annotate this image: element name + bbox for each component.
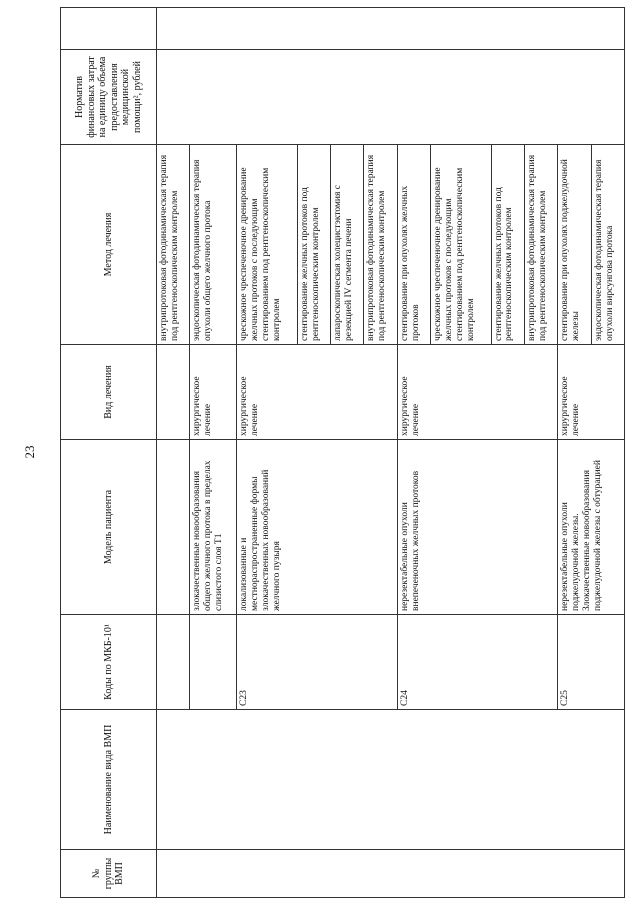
cell-code: C25 bbox=[558, 615, 625, 710]
cell-treatment: хирургическое лечение bbox=[190, 345, 237, 440]
cell-method: внутрипротоковая фотодинамическая терапия под рентгеноскопическим контролем bbox=[524, 145, 557, 345]
header-row bbox=[61, 8, 157, 898]
header-treatment: Вид лечения bbox=[61, 345, 157, 440]
cell-treatment: хирургическое лечение bbox=[558, 345, 625, 440]
cell-treatment bbox=[157, 345, 190, 440]
header-model: Модель пациента bbox=[61, 440, 157, 615]
cell-method: внутрипротоковая фотодинамическая терапия под рентгеноскопическим контролем bbox=[157, 145, 190, 345]
cell-group bbox=[157, 850, 625, 898]
cell-code: C24 bbox=[397, 615, 558, 710]
cell-model: локализованные и местнораспространенные формы злокачественных новообразований желчного пузыря bbox=[237, 440, 398, 615]
cell-method: эндоскопическая фотодинамическая терапия опухоли вирсунгова протока bbox=[591, 145, 624, 345]
cell-method: стентирование при опухолях желчных протоков bbox=[397, 145, 430, 345]
cell-norm bbox=[157, 50, 625, 145]
cell-treatment: хирургическое лечение bbox=[237, 345, 398, 440]
header-group: № группы ВМП bbox=[61, 850, 157, 898]
header-norm: Норматив финансовых затрат на единицу объема предоставления медицинской помощи², рублей bbox=[61, 50, 157, 145]
cell-method: стентирование желчных протоков под рентгеноскопическим контролем bbox=[297, 145, 330, 345]
cell-code: C23 bbox=[237, 615, 398, 710]
cell-name bbox=[157, 710, 625, 850]
cell-model: нерезектабельные опухоли поджелудочной железы. Злокачественные новообразования поджелудочной железы с обтурацией bbox=[558, 440, 625, 615]
cell-model: нерезектабельные опухоли внепеченочных желчных протоков bbox=[397, 440, 558, 615]
cell-model bbox=[157, 440, 190, 615]
page-number: 23 bbox=[22, 445, 37, 459]
header-codes: Коды по МКБ-10¹ bbox=[61, 615, 157, 710]
cell-method: стентирование при опухолях поджелудочной железы bbox=[558, 145, 591, 345]
cell-method: лапароскопическая холецистэктомия с резекцией IV сегмента печени bbox=[331, 145, 364, 345]
cell-code bbox=[190, 615, 237, 710]
vmp-table bbox=[60, 7, 625, 898]
table-container bbox=[60, 8, 625, 898]
cell-code bbox=[157, 615, 190, 710]
header-extra bbox=[61, 8, 157, 50]
cell-method: внутрипротоковая фотодинамическая терапия под рентгеноскопическим контролем bbox=[364, 145, 397, 345]
cell-extra bbox=[157, 8, 625, 50]
rotated-table-area bbox=[60, 8, 625, 898]
header-name: Наименование вида ВМП bbox=[61, 710, 157, 850]
cell-model: злокачественные новообразования общего желчного протока в пределах слизистого слоя Т1 bbox=[190, 440, 237, 615]
header-method: Метод лечения bbox=[61, 145, 157, 345]
table-row bbox=[157, 8, 190, 898]
cell-treatment: хирургическое лечение bbox=[397, 345, 558, 440]
cell-method: стентирование желчных протоков под рентгеноскопическим контролем bbox=[491, 145, 524, 345]
cell-method: чрескожное чреспеченочное дренирование желчных протоков с последующим стентированием под рентгеноскопическим контролем bbox=[431, 145, 491, 345]
cell-method: эндоскопическая фотодинамическая терапия опухоли общего желчного протока bbox=[190, 145, 237, 345]
cell-method: чрескожное чреспеченочное дренирование желчных протоков с последующим стентированием под рентгеноскопическим контролем bbox=[237, 145, 297, 345]
